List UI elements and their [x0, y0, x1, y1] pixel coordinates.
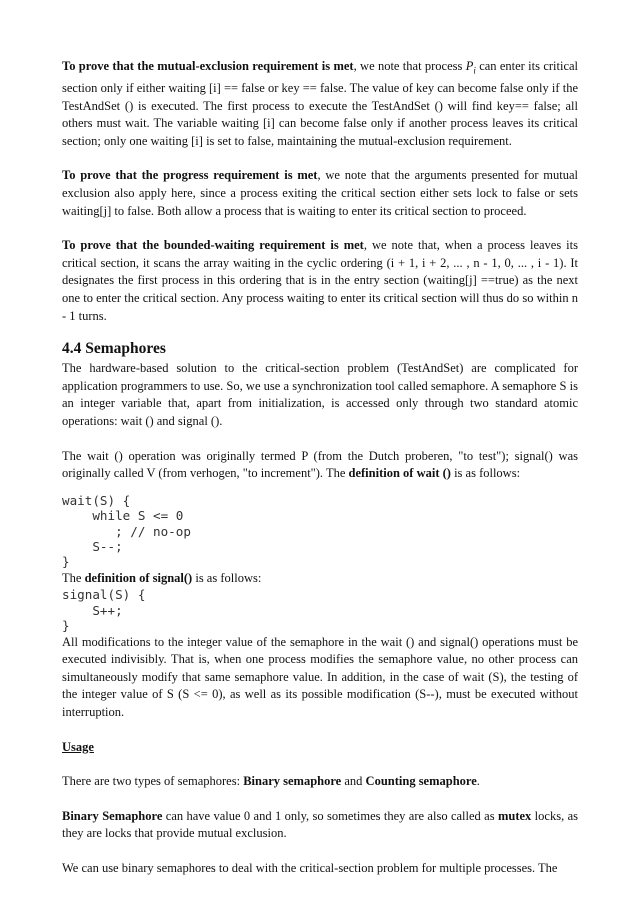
mutual-exclusion-text-a: , we note that process [353, 59, 466, 73]
wait-intro-tail: is as follows: [450, 466, 521, 481]
modifications-paragraph: All modifications to the integer value of the semaphore in the wait () and signal() operations must be executed indivisibly. That is, when one process modifies the semaphore value, no other process can simultaneously modify that same semaphore value. In addition, in the case of wait (S), the testing of the integer value of S (S <= 0), as well as its possible modification (S--), must be executed without interruption. [62, 634, 578, 719]
process-variable-p: P [465, 59, 474, 73]
signal-code-block: signal(S) { S++; } [62, 587, 146, 634]
document-page [62, 58, 578, 878]
mutual-exclusion-paragraph [62, 58, 578, 150]
signal-definition-label: definition of signal() [84, 570, 193, 585]
progress-heading: To prove that the progress requirement is met [62, 168, 318, 183]
bounded-waiting-text: , we note that, when a process leaves its critical section, it scans the array waiting in the cyclic ordering (i + 1, i + 2, ... , n - 1, 0, ... , i - 1). It designates the first process in this ordering that is in the entry section (waiting[j] ==true) as the next one to enter the critical section. Any process waiting to enter its critical section will thus do so within n - 1 turns. [62, 238, 578, 323]
wait-intro-text: The wait () operation was originally termed P (from the Dutch proberen, "to test"); signal() was originally called V (from verhogen, "to increment"). The [62, 448, 578, 481]
wait-intro-paragraph [62, 448, 578, 483]
progress-paragraph [62, 167, 578, 220]
counting-semaphore-label: Counting semaphore [365, 774, 477, 789]
bounded-waiting-heading: To prove that the bounded-waiting requirement is met [62, 238, 364, 253]
usage-heading: Usage [62, 739, 94, 754]
mutual-exclusion-heading: To prove that the mutual-exclusion requirement is met [62, 59, 354, 73]
wait-code-block: wait(S) { while S <= 0 ; // no-op S--; } [62, 492, 191, 570]
binary-semaphore-term: Binary Semaphore [62, 808, 163, 823]
process-variable-subscript: i [473, 65, 476, 76]
binary-tail: locks, as they are locks that provide mutual exclusion. [62, 808, 578, 841]
section-heading: 4.4 Semaphores [62, 340, 166, 358]
signal-intro-tail: is as follows: [192, 570, 262, 585]
wait-definition-label: definition of wait () [348, 466, 451, 481]
types-and: and [341, 774, 366, 789]
process-variable [465, 59, 476, 76]
signal-intro-text: The [62, 570, 85, 585]
bounded-waiting-paragraph [62, 237, 578, 325]
mutex-term: mutex [497, 808, 532, 823]
usage-heading-line [62, 739, 578, 757]
semaphore-types-paragraph [62, 773, 578, 791]
progress-text: , we note that the arguments presented for mutual exclusion also apply here, since a process exiting the critical section either sets lock to false or sets waiting[j] to false. Both allow a process that is waiting to enter its critical section to proceed. [62, 168, 579, 218]
mutual-exclusion-text-b: can enter its critical section only if either waiting [i] == false or key == false. The value of key can become false only if the TestAndSet () is executed. The first process to execute the TestAndSet () will find key== false; all others must wait. The variable waiting [i] can become false only if another process leaves its critical section; only one waiting [i] is set to false, maintaining the mutual-exclusion requirement. [62, 59, 579, 148]
binary-semaphore-paragraph [62, 808, 578, 843]
last-paragraph: We can use binary semaphores to deal with the critical-section problem for multiple processes. The [62, 860, 558, 875]
semaphore-intro-paragraph: The hardware-based solution to the critical-section problem (TestAndSet) are complicated for application programmers to use. So, we use a synchronization tool called semaphore. A semaphore S is an integer variable that, apart from initialization, is accessed only through two standard atomic operations: wait () and signal (). [62, 361, 578, 428]
types-text: There are two types of semaphores: [62, 774, 244, 789]
binary-semaphore-label: Binary semaphore [243, 774, 342, 789]
signal-intro-paragraph [62, 570, 578, 588]
binary-text: can have value 0 and 1 only, so sometimes they are also called as [162, 808, 498, 823]
types-end: . [476, 774, 480, 789]
